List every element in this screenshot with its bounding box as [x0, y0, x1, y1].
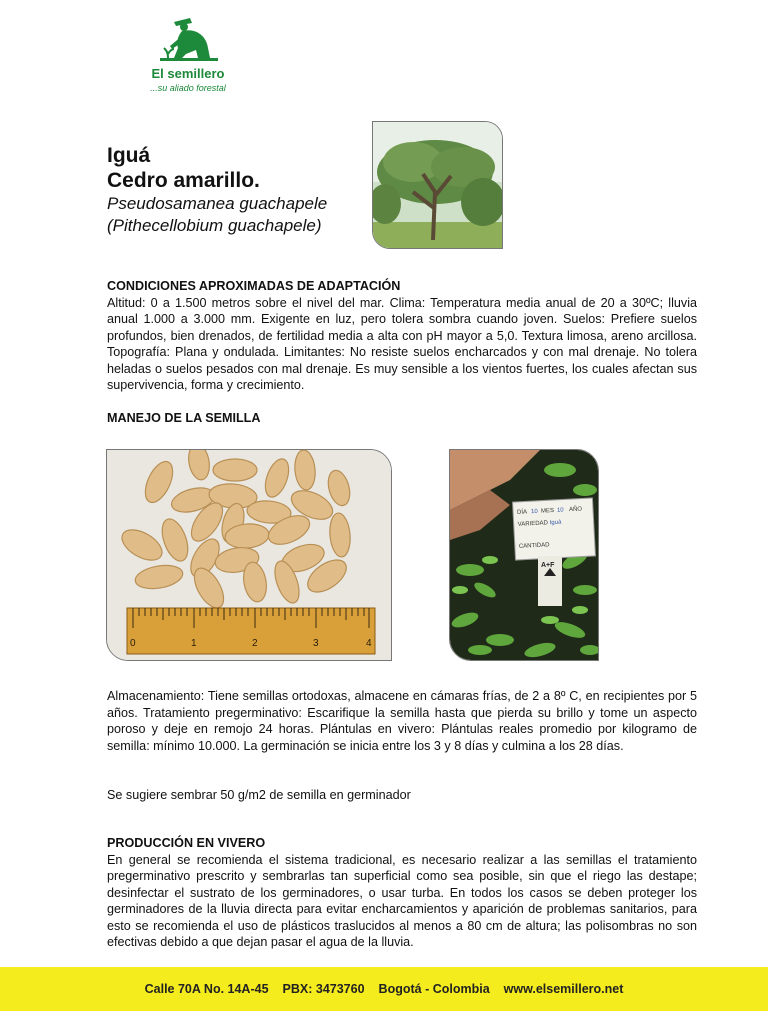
brand-tagline: ...su aliado forestal: [150, 83, 226, 93]
footer-city: Bogotá - Colombia: [378, 982, 490, 996]
brand-logo: [138, 14, 248, 96]
stake-text: A+F: [541, 562, 555, 569]
scientific-name: Pseudosamanea guachapele: [107, 194, 328, 213]
nursery-section: [107, 835, 697, 951]
adaptation-text: Altitud: 0 a 1.500 metros sobre el nivel del mar. Clima: Temperatura media anual de 20 a 30ºC; lluvia anual 1.000 a 3.000 mm. Exigente en luz, pero tolera sombra cuando joven. Suelos: Prefiere suelos profundos, bien drenados, de fertilidad media a alta con pH mayor a 5,0. Textura limosa, areno arcillosa. Topografía: Plana y ondulada. Limitantes: No resiste suelos encharcados y con mal drenaje. No tolera heladas o suelos pesados con mal drenaje. Es muy sensible a los vientos fuertes, los cuales afectan sus supervivencia, forma y crecimiento.: [107, 295, 697, 392]
label-day-value: 10: [530, 508, 538, 516]
species-titles: [107, 143, 357, 237]
brand-name: El semillero: [151, 66, 225, 81]
label-year-field: AÑO: [568, 506, 583, 514]
farmer-planting-icon: [160, 14, 218, 66]
tree-photo: [372, 121, 503, 249]
ruler-number-2: 2: [252, 638, 258, 649]
sowing-paragraph: Se sugiere sembrar 50 g/m2 de semilla en germinador: [107, 788, 411, 802]
common-name-2: Cedro amarillo.: [107, 169, 260, 192]
label-day-field: DÍA: [516, 509, 528, 516]
ruler-number-4: 4: [366, 638, 372, 649]
common-name-1: Iguá: [107, 144, 151, 167]
nursery-heading: PRODUCCIÓN EN VIVERO: [107, 836, 266, 850]
footer-phone: PBX: 3473760: [282, 982, 365, 996]
label-variety-value: Iguá: [549, 519, 562, 527]
seeds-photo: [106, 449, 392, 661]
seedlings-photo: [449, 449, 599, 661]
label-month-value: 10: [556, 507, 564, 514]
storage-paragraph: Almacenamiento: Tiene semillas ortodoxas, almacene en cámaras frías, de 2 a 8º C, en recipientes por 5 años. Tratamiento pregerminativo: Escarifique la semilla hasta que pierda su brillo y tome un aspecto poroso y deje en remojo 24 horas. Plántulas en vivero: Plántulas reales promedio por kilogramo de semilla: mínimo 10.000. La germinación se inicia entre los 3 y 8 días y culmina a los 28 días.: [107, 689, 697, 753]
seed-handling-heading: MANEJO DE LA SEMILLA: [107, 411, 261, 425]
nursery-text: En general se recomienda el sistema tradicional, es necesario realizar a las semillas el tratamiento pregerminativo prescrito y sembrarlas tan superficial como sea posible, sin que el riego las destape; desinfectar el sustrato de los germinadores, o usar turba. En todos los casos se deben proteger los germinadores de la lluvia directa para evitar encharcamientos y aparición de problemas sanitarios, para esto se recomienda el uso de plásticos traslucidos al menos a 80 cm de altura; las polisombras no son efectivas debido a que dejan pasar el agua de la lluvia.: [107, 852, 697, 949]
ruler-number-1: 1: [191, 638, 197, 649]
footer-website[interactable]: www.elsemillero.net: [503, 982, 624, 996]
footer-address: Calle 70A No. 14A-45: [144, 982, 269, 996]
ruler-number-0: 0: [130, 638, 136, 649]
label-quantity-field: CANTIDAD: [518, 542, 550, 550]
seed-handling-section: [107, 410, 697, 427]
adaptation-section: [107, 278, 697, 394]
ruler-number-3: 3: [313, 638, 319, 649]
label-variety-field: VARIEDAD: [517, 520, 549, 528]
scientific-synonym: (Pithecellobium guachapele): [107, 216, 322, 235]
adaptation-heading: CONDICIONES APROXIMADAS DE ADAPTACIÓN: [107, 279, 401, 293]
footer-bar: [0, 967, 768, 1011]
label-month-field: MES: [540, 507, 555, 515]
